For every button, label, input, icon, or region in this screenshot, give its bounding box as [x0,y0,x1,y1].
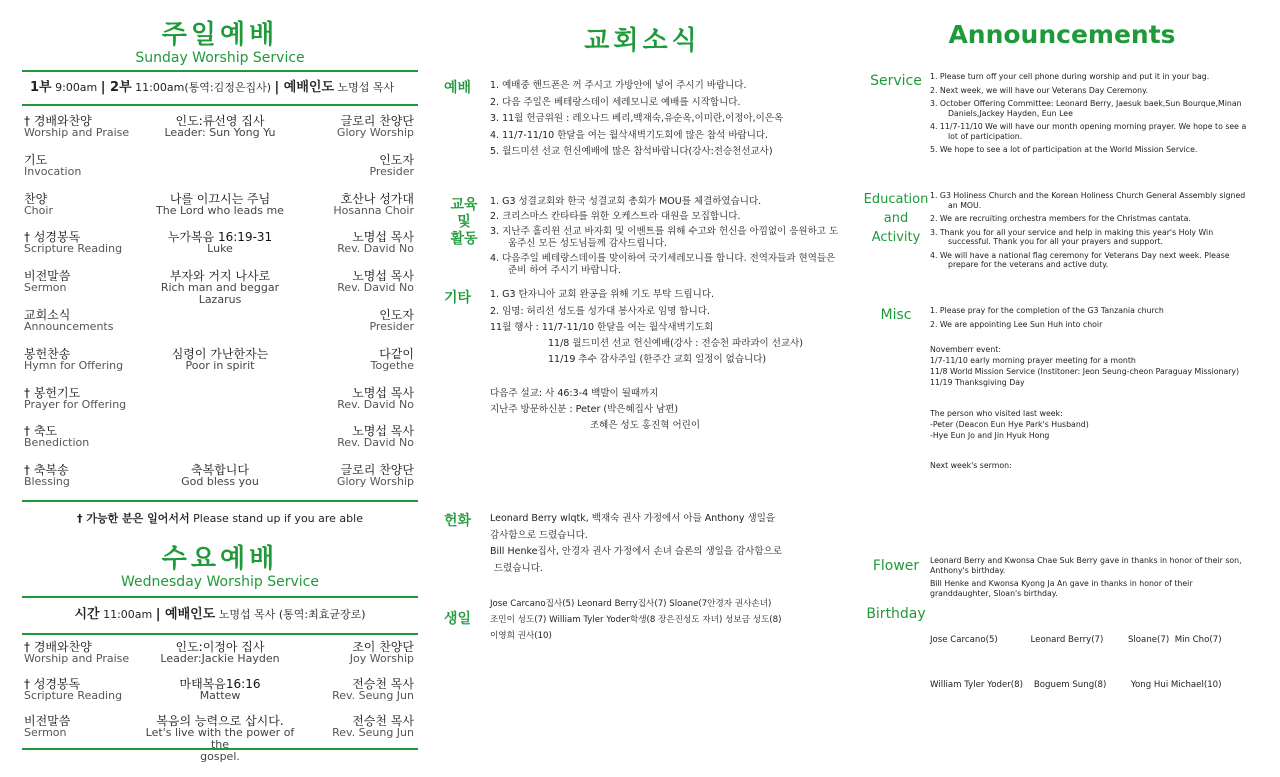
etc-news-label: 기타 [444,290,472,306]
edu-label-line: and [883,211,909,226]
order-leader-line: 글로리 찬양단 [340,114,414,128]
november-events [490,320,845,368]
visitor-list [930,408,1250,441]
order-detail-line: Let's live with the power of the [145,726,295,751]
stand-note-en: Please stand up if you are able [193,512,363,525]
list-item: 3. October Offering Committee: Leonard Berry, Jaesuk baek,Sun Bourque,Minan Daniels,Jackey Hayden, Eun Lee [930,99,1242,118]
order-leader-line: Presider [369,320,414,333]
edu-label-line: Education [863,192,929,207]
order-item-leader [284,193,414,217]
edu-label-line: 활동 [450,231,478,247]
order-item-name [24,309,154,333]
order-leader-line: Rev. David No [337,242,414,256]
list-item: 4. 11/7-11/10 We will have our month opening morning prayer. We hope to see a lot of participation. [930,122,1247,141]
list-item: 4. We will have a national flag ceremony for Veterans Day next week. Please prepare for the veterans and active duty. [930,250,1230,269]
visitor-line-2: 조혜은 성도 홍진혁 어린이 [590,420,701,431]
wednesday-header [22,544,418,590]
news-title: 교회소식 [584,26,701,56]
order-item-leader [284,309,414,333]
order-detail-line: 복음의 능력으로 삽시다. [156,714,284,728]
sermon-visitors [490,386,845,434]
order-item-en: Scripture Reading [24,242,123,256]
order-item-en: Choir [24,203,53,217]
church-news-column [440,0,845,777]
announcements-title: Announcements [948,20,1176,49]
order-item-name [24,154,154,178]
order-item-en: Hymn for Offering [24,358,124,372]
wed-leader-name: 노명섭 목사 (통역:최효균장로) [218,608,366,621]
order-item-detail [142,678,298,702]
order-item-en: Worship and Praise [24,652,130,665]
order-item-ko: † 경배와찬양 [24,114,92,128]
wed-leader-label: | 예배인도 [155,607,216,622]
order-item-name [24,715,154,739]
november-event-list [930,344,1250,388]
birthday-line: Jose Carcano집사(5) Leonard Berry집사(7) Sloane(7안경자 권사손녀) [490,599,772,609]
order-leader-line: Rev. David No [337,281,414,295]
order-leader-line: 전승천 목사 [352,677,414,691]
list-item: 2. Next week, we will have our Veterans Day Ceremony. [930,85,1149,95]
visitor-1: -Peter (Deacon Eun Hye Park's Husband) [930,420,1089,429]
divider [22,748,418,750]
order-detail-line: God bless you [181,475,259,489]
next-sermon: 다음주 설교: 사 46:3-4 백발이 될때까지 [490,388,659,399]
order-item-ko: † 축복송 [24,463,69,478]
order-leader-line: Rev. Seung Jun [332,689,414,702]
order-leader-line: Glory Worship [336,475,414,489]
order-detail-line: The Lord who leads me [156,203,284,217]
service-list [930,72,1250,159]
order-item-leader [284,154,414,178]
order-item-ko: 찬양 [24,191,48,206]
list-item: 1. G3 탄자니아 교회 완공을 위해 기도 부탁 드립니다. [490,289,715,300]
divider [22,633,418,635]
order-leader-line: 다같이 [379,346,414,361]
list-item: 2. We are recruiting orchestra members for the Christmas cantata. [930,214,1191,223]
order-item-ko: 교회소식 [24,308,71,322]
divider [22,104,418,106]
order-item-leader [284,678,414,702]
flower-line: Bill Henke집사, 안경자 권사 가정에서 손녀 슬론의 생일을 감사함으로 [490,546,782,557]
announcements-column [862,0,1262,777]
order-leader-line: Rev. David No [337,397,414,411]
november-head: Novemberr event: [930,345,1001,354]
order-item-detail [142,231,298,255]
order-detail-line: 부자와 거지 나사로 [169,269,271,284]
birthday-news [490,596,845,644]
order-item-name [24,387,154,411]
order-item-leader [284,641,414,665]
education-list [930,191,1250,274]
order-detail-line: Luke [207,242,233,256]
order-item-name [24,678,154,702]
order-item-name [24,425,154,449]
order-leader-line: 인도자 [379,308,414,322]
order-item-ko: 기도 [24,152,48,167]
order-item-en: Prayer for Offering [24,397,127,411]
time-label: 시간 [74,607,100,622]
list-item: 2. 임명: 허리선 성도를 성가대 봉사자로 임명 합니다. [490,305,710,317]
order-item-detail [142,464,298,488]
worship-news-list [490,78,845,161]
order-leader-line: 노명섭 목사 [352,269,414,284]
wednesday-time-line [22,599,418,631]
list-item: Leonard Berry and Kwonsa Chae Suk Berry gave in thanks in honor of their son, Anthony's birthday. [930,556,1242,575]
order-item-ko: † 봉헌기도 [24,385,81,400]
next-sermon: Next week's sermon: [930,461,1012,470]
sunday-title-en: Sunday Worship Service [135,50,305,66]
order-item-name [24,193,154,217]
november-event-3: 11/19 추수 감사주일 (한주간 교회 일정이 없습니다) [548,354,767,365]
edu-label-line: 및 [457,214,471,230]
order-leader-line: 노명섭 목사 [352,230,414,245]
education-label [862,190,930,247]
order-item-en: Worship and Praise [24,126,130,139]
order-item-detail [142,270,298,306]
order-leader-line: 노명섭 목사 [352,385,414,400]
order-item-detail [142,348,298,372]
order-leader-line: Hosanna Choir [333,203,414,217]
order-item-detail [142,715,298,763]
order-item-en: Scripture Reading [24,689,123,702]
divider [22,596,418,598]
list-item: 5. 월드미션 선교 헌신예배에 많은 참석바랍니다(강사:전승천선교사) [490,146,773,158]
order-item-en: Blessing [24,475,70,489]
sunday-header [22,20,418,66]
order-item-leader [284,715,414,739]
list-item: 2. 다음 주일은 베테랑스데이 세레모니로 예배를 시작합니다. [490,96,741,108]
list-item: 3. 지난주 홀리윈 선교 바자회 및 이벤트를 위해 수고와 헌신을 아낌없이 응원하고 도움주신 모든 성도님들께 감사드립니다. [490,226,839,249]
order-detail-line: Poor in spirit [185,358,255,372]
order-leader-line: Glory Worship [336,126,414,139]
flower-news [490,511,845,577]
worship-news-label: 예배 [444,80,472,96]
order-detail-line: Rich man and beggar [160,281,280,295]
order-item-name [24,348,154,372]
list-item: 1. G3 Holiness Church and the Korean Holiness Church General Assembly signed an MOU. [930,191,1246,210]
order-leader-line: Rev. David No [337,436,414,450]
order-item-leader [284,464,414,488]
flower-news-label: 헌화 [444,513,472,529]
sunday-title-ko: 주일예배 [161,20,279,50]
service-label: Service [870,73,922,89]
order-item-ko: † 성경봉독 [24,230,81,245]
order-item-leader [284,425,414,449]
misc-label: Misc [880,307,912,323]
order-item-ko: † 성경봉독 [24,677,81,691]
order-leader-line: 호산나 성가대 [340,191,414,206]
edu-news-list [490,196,845,280]
november-event-1: 11월 행사 : 11/7-11/10 한달을 여는 월삭새벽기도회 [490,322,714,333]
first-service-time: 9:00am [55,81,98,94]
order-detail-line: Mattew [199,689,241,702]
visit-head: The person who visited last week: [930,409,1063,418]
visitor-line-1: 지난주 방문하신분 : Peter (박은혜집사 남편) [490,404,679,415]
list-item: 3. 11월 헌금위원 : 레오나드 베리,백재숙,유순옥,이미란,이정아,이은옥 [490,113,784,125]
order-item-en: Sermon [24,726,67,739]
order-leader-line: 전승천 목사 [352,714,414,728]
edu-label-line: Activity [871,230,921,245]
list-item: 4. 11/7-11/10 한달을 여는 월삭새벽기도회에 많은 참석 바랍니다. [490,129,769,141]
order-detail-line: 마태복음16:16 [179,677,261,691]
birthday-label: Birthday [866,606,926,622]
order-detail-line: 나를 이끄시는 주님 [169,191,271,206]
list-item: 5. We hope to see a lot of participation at the World Mission Service. [930,145,1198,154]
etc-news-list [490,287,845,320]
list-item: 1. Please turn off your cell phone during worship and put it in your bag. [930,72,1210,81]
order-leader-line: Presider [369,164,414,178]
leader-label: | 예배인도 [274,80,335,95]
november-event-2: 11/8 World Mission Service (Institoner: Jeon Seung-cheon Paraguay Missionary) [930,367,1240,376]
list-item: 2. We are appointing Lee Sun Huh into choir [930,319,1103,329]
order-item-name [24,641,154,665]
edu-news-label [444,197,484,248]
wednesday-time: 11:00am [103,608,153,621]
order-leader-line: Togethe [370,358,414,372]
november-event-3: 11/19 Thanksgiving Day [930,378,1025,387]
birthday-line: 이영희 권사(10) [490,631,552,641]
november-event-1: 1/7-11/10 early morning prayer meeting for a month [930,356,1136,365]
order-item-detail [142,193,298,217]
flower-list [930,556,1250,602]
flower-line: 드렸습니다. [494,562,543,574]
visitor-2: -Hye Eun Jo and Jin Hyuk Hong [930,431,1050,440]
order-detail-line: gospel. [200,750,240,763]
first-service-label: 1부 [30,80,52,95]
order-leader-line: Joy Worship [349,652,414,665]
wednesday-title-ko: 수요예배 [161,544,279,574]
order-item-name [24,270,154,294]
order-item-ko: 비전말씀 [24,269,71,284]
list-item: 1. G3 성결교회와 한국 성결교회 총회가 MOU를 체결하였습니다. [490,196,762,207]
stand-note-ko: † 가능한 분은 일어서서 [77,512,190,525]
order-leader-line: 조이 찬양단 [352,640,414,654]
order-leader-line: Rev. Seung Jun [332,726,414,739]
order-item-en: Benediction [24,436,90,450]
order-item-ko: 비전말씀 [24,714,71,728]
order-detail-line: Leader: Sun Yong Yu [164,126,276,139]
november-event-2: 11/8 월드미션 선교 헌신예배(강사 : 전승천 파라과이 선교사) [548,338,803,349]
order-item-leader [284,115,414,139]
birthday-line: William Tyler Yoder(8) Boguem Sung(8) Yong Hui Michael(10) [930,680,1222,690]
list-item: Bill Henke and Kwonsa Kyong Ja An gave in thanks in honor of their granddaughter, Sloan's birthday. [930,579,1193,598]
order-item-ko: 봉헌찬송 [24,346,71,361]
list-item: 4. 다음주일 베테랑스데이를 맞이하여 국기세레모니를 합니다. 전역자들과 현역들은 준비 하여 주시기 바랍니다. [490,253,836,276]
misc-list [930,306,1250,333]
order-item-detail [142,641,298,665]
birthday-news-label: 생일 [444,611,472,627]
list-item: 1. 예배중 핸드폰은 꺼 주시고 가방안에 넣어 주시기 바랍니다. [490,80,747,91]
order-item-en: Invocation [24,164,82,178]
birthday-line: 조민이 성도(7) William Tyler Yoder학생(8 장은진성도 자녀) 성보금 성도(8) [490,615,782,625]
order-leader-line: 인도자 [379,152,414,167]
second-service-label: | 2부 [100,80,132,95]
flower-line: 감사함으로 드렸습니다. [490,529,588,541]
order-item-ko: † 축도 [24,424,57,439]
order-item-detail [142,115,298,139]
order-item-leader [284,231,414,255]
order-detail-line: 인도:이정아 집사 [175,640,265,654]
order-detail-line: 누가복음 16:19-31 [167,230,273,245]
birthday-list [930,603,1250,723]
order-item-en: Announcements [24,320,114,333]
list-item: 1. Please pray for the completion of the G3 Tanzania church [930,306,1164,315]
order-detail-line: 인도:류선영 집사 [175,114,265,128]
list-item: 3. Thank you for all your service and help in making this year's Holy Win successful. Thank you for all your prayers and support. [930,227,1214,246]
order-item-name [24,231,154,255]
sunday-time-line [30,72,420,104]
flower-line: Leonard Berry wlqtk, 백재숙 권사 가정에서 아들 Anthony 생일을 [490,513,776,524]
birthday-line: Jose Carcano(5) Leonard Berry(7) Sloane(7) Min Cho(7) [930,635,1222,645]
order-item-leader [284,270,414,294]
order-item-ko: † 경배와찬양 [24,640,92,654]
divider [22,500,418,502]
wednesday-title-en: Wednesday Worship Service [121,574,319,590]
order-detail-line: 심령이 가난한자는 [171,346,269,361]
leader-name: 노명섭 목사 [337,81,395,94]
edu-label-line: 교육 [450,197,478,213]
order-item-leader [284,348,414,372]
flower-label: Flower [872,558,920,574]
order-detail-line: Lazarus [198,293,242,307]
order-item-leader [284,387,414,411]
order-item-en: Sermon [24,281,67,295]
order-leader-line: 글로리 찬양단 [340,463,414,478]
order-detail-line: 축복합니다 [191,463,249,478]
order-detail-line: Leader:Jackie Hayden [160,652,280,665]
list-item: 2. 크리스마스 칸타타를 위한 오케스트라 대원을 모집합니다. [490,211,741,222]
stand-note [22,510,418,526]
order-leader-line: 노명섭 목사 [352,424,414,439]
order-item-name [24,115,154,139]
worship-order-column [22,0,418,777]
order-item-name [24,464,154,488]
second-service-time: 11:00am(통역:김정은집사) [135,81,271,94]
